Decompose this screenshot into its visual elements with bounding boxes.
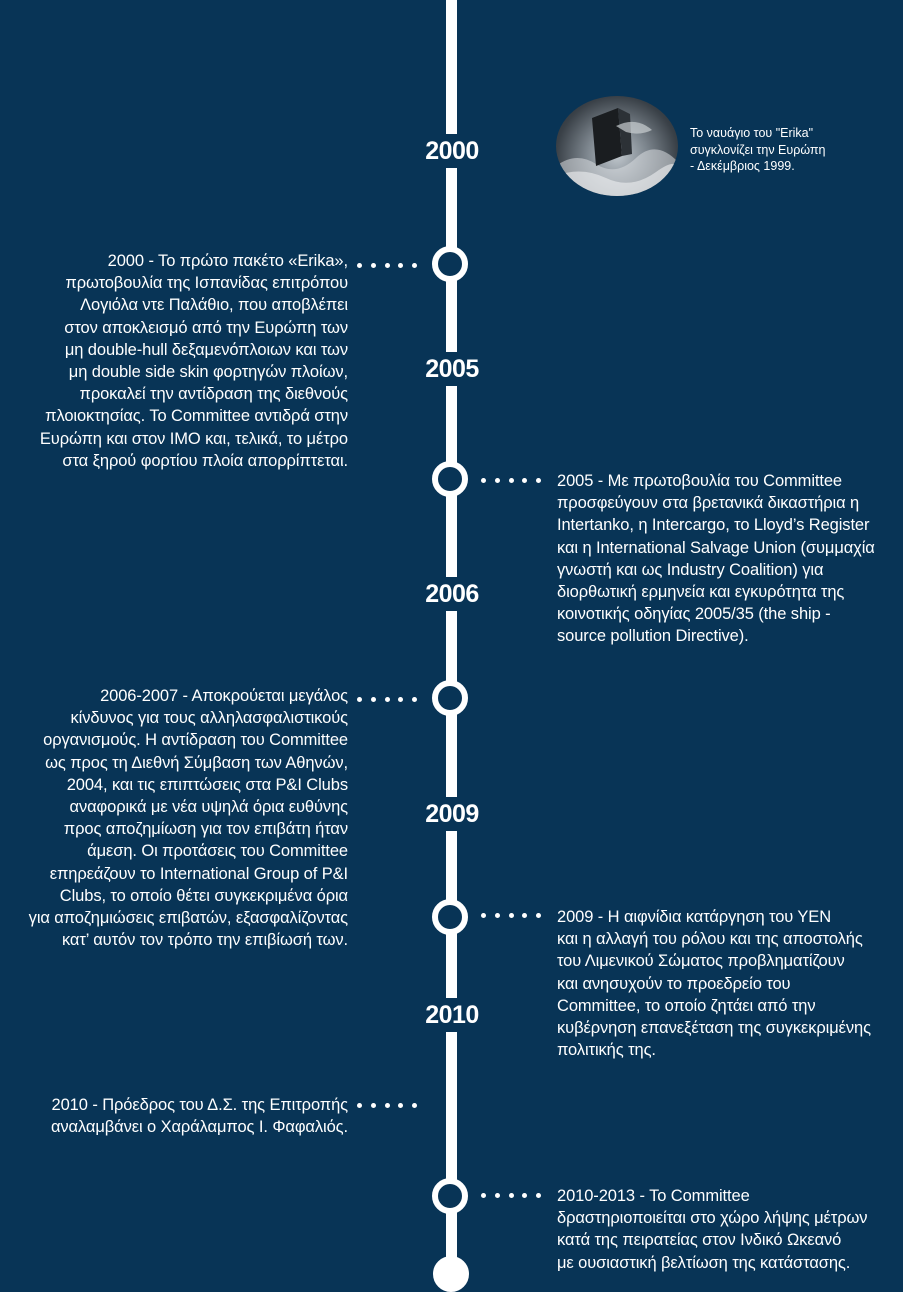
timeline-end-node <box>433 1256 469 1292</box>
timeline-node <box>432 680 468 716</box>
timeline-node <box>432 1178 468 1214</box>
year-label: 2005 <box>412 352 492 386</box>
photo-caption: Το ναυάγιο του "Erika" συγκλονίζει την Ευρώπη - Δεκέμβριος 1999. <box>690 126 826 173</box>
timeline-entry-2000: 2000 - Το πρώτο πακέτο «Erika», πρωτοβουλία της Ισπανίδας επιτρόπου Λογιόλα ντε Παλάθιο, που αποβλέπει στον αποκλεισμό από την Ευρώπη των μη double-hull δεξαμενόπλοιων και των μη double side skin φορτηγών πλοίων, προκαλεί την αντίδραση της διεθνούς πλοιοκτησίας. Το Committee αντιδρά στην Ευρώπη και στον IMO και, τελικά, το μέτρο στα ξηρού φορτίου πλοία απορρίπτεται. <box>39 252 348 470</box>
connector-dots <box>481 1193 541 1199</box>
year-label: 2000 <box>412 134 492 168</box>
timeline-entry-2005: 2005 - Με πρωτοβουλία του Committee προσφεύγουν στα βρετανικά δικαστήρια η Intertanko, η Intercargo, το Lloyd’s Register και η International Salvage Union (συμμαχία γνωστή και ως Industry Coalition) για διορθωτική ερμηνεία και εγκυρότητα της κοινοτικής οδηγίας 2005/35 (the ship - source pollution Directive). <box>557 472 875 646</box>
timeline-entry-2006-2007: 2006-2007 - Αποκρούεται μεγάλος κίνδυνος για τους αλληλασφαλιστικούς οργανισμούς. Η αντίδραση του Committee ως προς τη Διεθνή Σύμβαση των Αθηνών, 2004, και τις επιπτώσεις στα P&I Clubs αναφορικά με νέα υψηλά όρια ευθύνης προς αποζημίωση για τον επιβάτη ήταν άμεση. Οι προτάσεις του Committee επηρεάζουν το International Group of P&I Clubs, το οποίο θέτει συγκεκριμένα όρια για αποζημιώσεις επιβατών, εξασφαλίζοντας κατ’ αυτόν τον τρόπο την επιβίωσή των. <box>28 687 348 950</box>
timeline-node <box>432 899 468 935</box>
timeline-node <box>432 461 468 497</box>
timeline-node <box>432 246 468 282</box>
year-label: 2009 <box>412 797 492 831</box>
timeline-spine <box>446 0 457 1291</box>
connector-dots <box>481 478 541 484</box>
connector-dots <box>357 263 417 269</box>
connector-dots <box>357 1103 417 1109</box>
connector-dots <box>481 913 541 919</box>
connector-dots <box>357 697 417 703</box>
year-label: 2010 <box>412 998 492 1032</box>
timeline-entry-2009: 2009 - Η αιφνίδια κατάργηση του ΥΕΝ και η αλλαγή του ρόλου και της αποστολής του Λιμενικού Σώματος προβληματίζουν και ανησυχούν το προεδρείο του Committee, το οποίο ζητάει από την κυβέρνηση επανεξέταση της συγκεκριμένης πολιτικής της. <box>557 908 871 1060</box>
year-label: 2006 <box>412 577 492 611</box>
timeline-entry-2010: 2010 - Πρόεδρος του Δ.Σ. της Επιτροπής αναλαμβάνει ο Χαράλαμπος Ι. Φαφαλιός. <box>50 1096 348 1137</box>
erika-wreck-photo <box>556 96 678 196</box>
timeline-entry-2010-2013: 2010-2013 - To Committee δραστηριοποιείται στο χώρο λήψης μέτρων κατά της πειρατείας στον Ινδικό Ωκεανό με ουσιαστική βελτίωση της κατάστασης. <box>557 1187 868 1272</box>
